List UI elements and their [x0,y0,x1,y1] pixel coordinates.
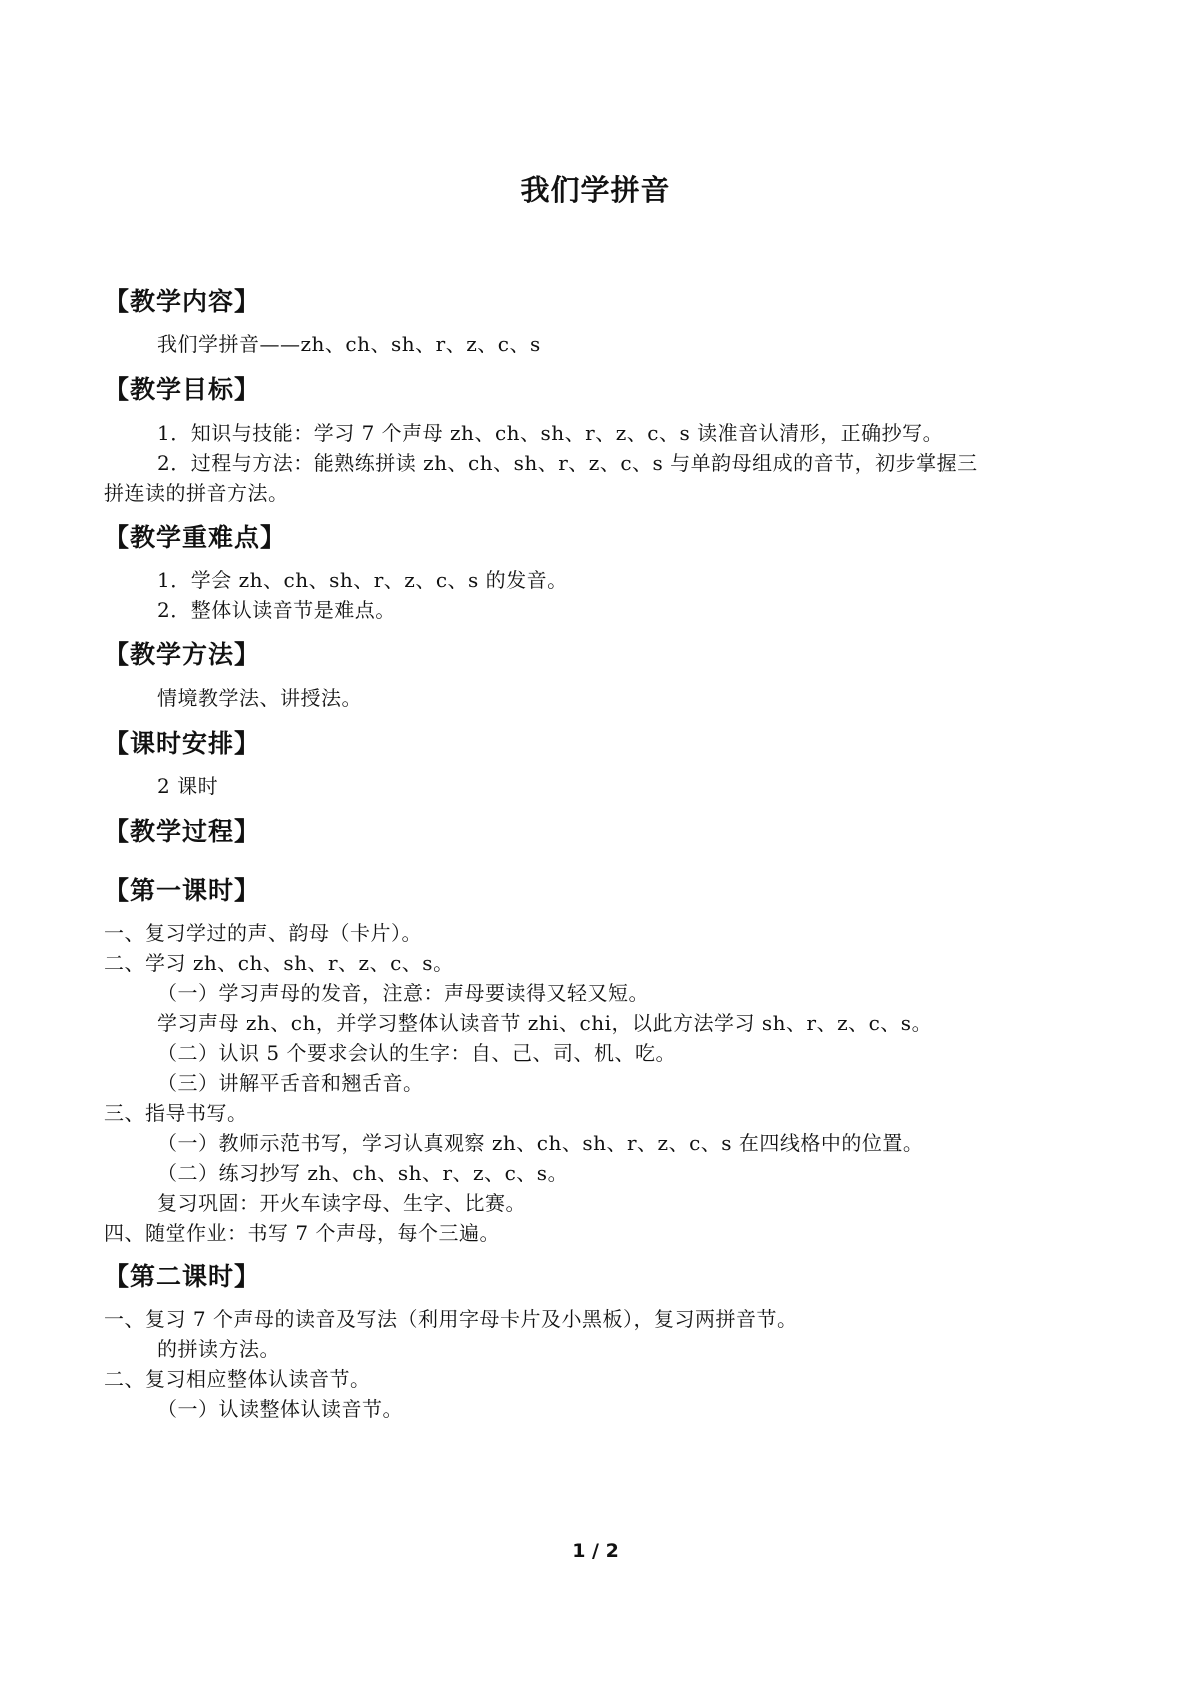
goals-line-2a: 2．过程与方法：能熟练拼读 zh、ch、sh、r、z、c、s 与单韵母组成的音节，初步掌握三 [157,451,978,475]
lesson2-line-2: 的拼读方法。 [157,1337,280,1361]
lesson1-line-4: 学习声母 zh、ch，并学习整体认读音节 zhi、chi，以此方法学习 sh、r、z、c、s。 [157,1011,933,1035]
keypoints-line-1: 1．学会 zh、ch、sh、r、z、c、s 的发音。 [157,568,568,592]
goals-line-1: 1．知识与技能：学习 7 个声母 zh、ch、sh、r、z、c、s 读准音认清形，正确抄写。 [157,421,944,445]
lesson1-line-6: （三）讲解平舌音和翘舌音。 [157,1071,424,1095]
lesson2-line-1: 一、复习 7 个声母的读音及写法（利用字母卡片及小黑板），复习两拼音节。 [104,1307,798,1331]
content-line: 我们学拼音——zh、ch、sh、r、z、c、s [157,332,541,356]
lesson1-line-5: （二）认识 5 个要求会认的生字：自、己、司、机、吃。 [157,1041,676,1065]
heading-teaching-goals: 【教学目标】 [104,375,261,404]
lesson1-line-8: （一）教师示范书写，学习认真观察 zh、ch、sh、r、z、c、s 在四线格中的位置。 [157,1131,924,1155]
lesson1-line-2: 二、学习 zh、ch、sh、r、z、c、s。 [104,951,454,975]
lesson2-line-3: 二、复习相应整体认读音节。 [104,1367,371,1391]
heading-lesson-1: 【第一课时】 [104,876,261,905]
methods-line: 情境教学法、讲授法。 [157,686,362,710]
page-number: 1 / 2 [572,1540,619,1562]
page-title: 我们学拼音 [520,173,671,207]
heading-lesson-2: 【第二课时】 [104,1262,261,1291]
heading-teaching-content: 【教学内容】 [104,287,261,316]
lesson1-line-1: 一、复习学过的声、韵母（卡片）。 [104,921,422,945]
lesson1-line-3: （一）学习声母的发音，注意：声母要读得又轻又短。 [157,981,649,1005]
keypoints-line-2: 2．整体认读音节是难点。 [157,598,396,622]
goals-line-2b: 拼连读的拼音方法。 [104,481,289,505]
lesson1-line-7: 三、指导书写。 [104,1101,248,1125]
lesson1-line-9: （二）练习抄写 zh、ch、sh、r、z、c、s。 [157,1161,569,1185]
heading-teaching-process: 【教学过程】 [104,817,261,846]
schedule-line: 2 课时 [157,774,219,798]
heading-schedule: 【课时安排】 [104,729,261,758]
lesson1-line-10: 复习巩固：开火车读字母、生字、比赛。 [157,1191,526,1215]
lesson2-line-4: （一）认读整体认读音节。 [157,1397,403,1421]
heading-key-points: 【教学重难点】 [104,523,287,552]
lesson1-line-11: 四、随堂作业：书写 7 个声母，每个三遍。 [104,1221,500,1245]
heading-teaching-methods: 【教学方法】 [104,640,261,669]
